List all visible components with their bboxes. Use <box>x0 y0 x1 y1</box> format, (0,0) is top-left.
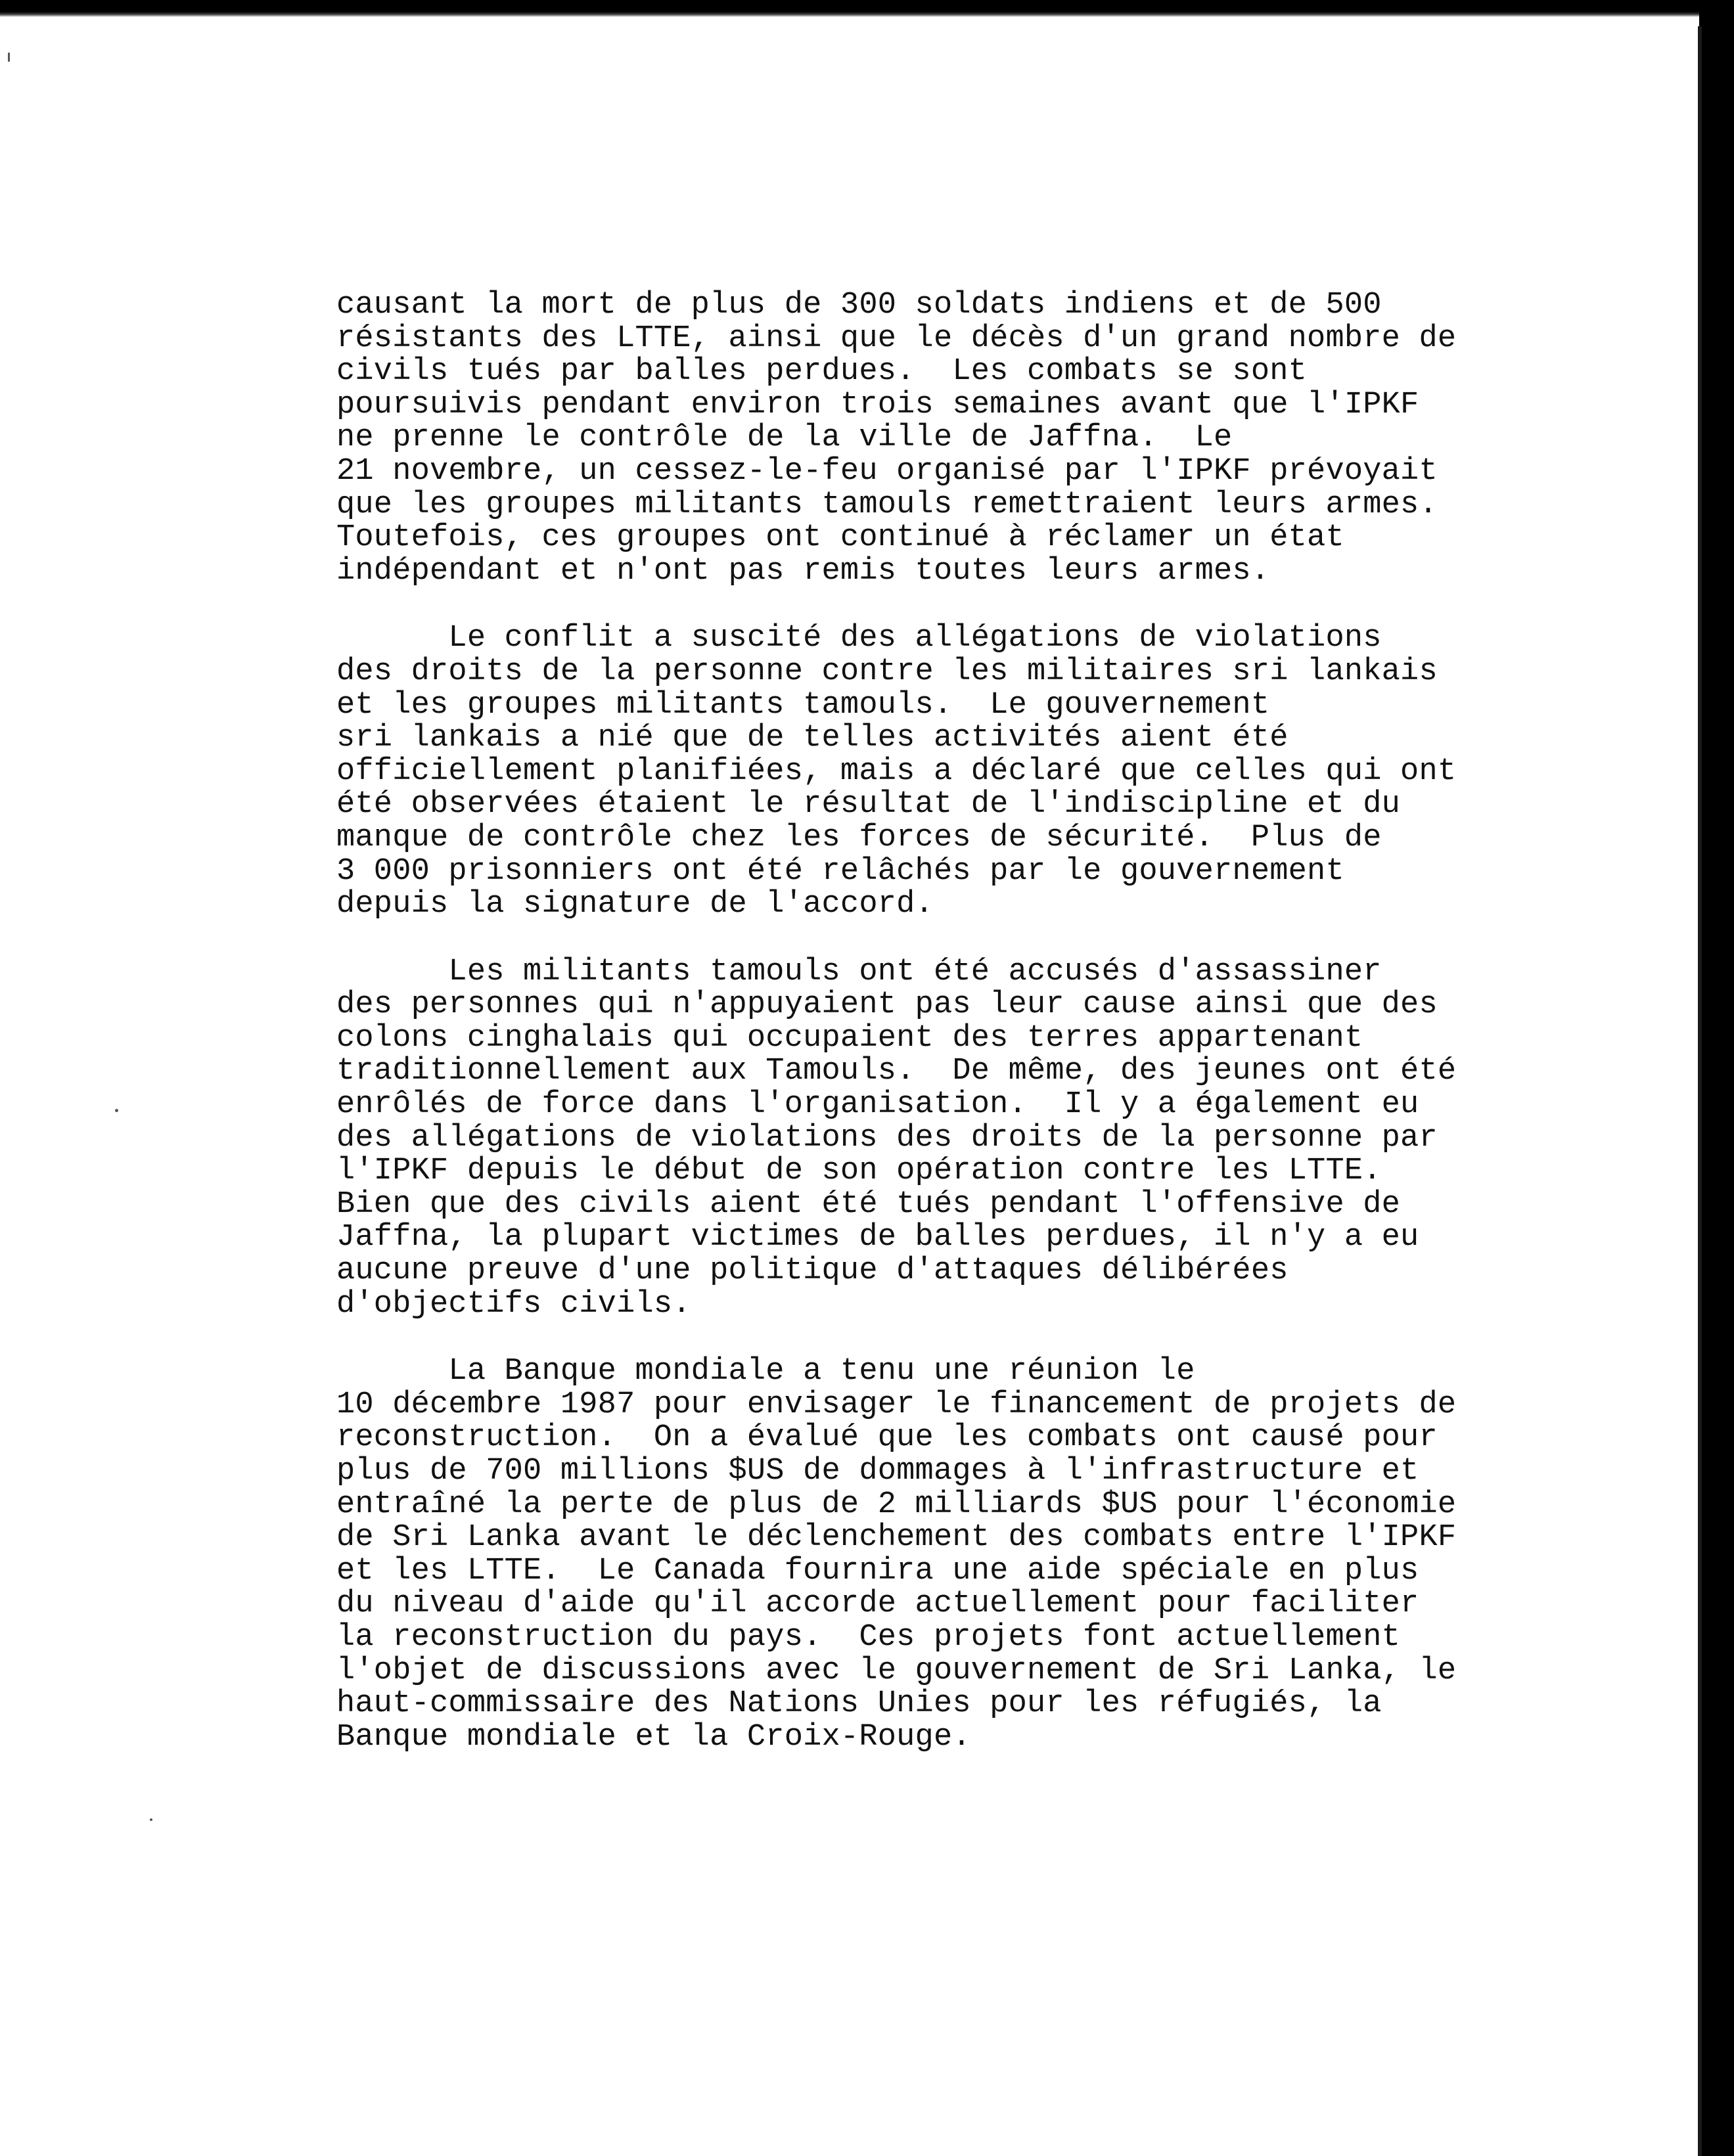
text-line: Les militants tamouls ont été accusés d'assassiner <box>336 954 1382 989</box>
text-line: des droits de la personne contre les militaires sri lankais <box>336 654 1438 689</box>
text-line: manque de contrôle chez les forces de sécurité. Plus de <box>336 820 1382 855</box>
text-line: Banque mondiale et la Croix-Rouge. <box>336 1719 971 1755</box>
paragraph-2 <box>336 622 1611 921</box>
text-line: depuis la signature de l'accord. <box>336 887 934 922</box>
scan-top-border <box>0 0 1734 17</box>
text-line: Le conflit a suscité des allégations de violations <box>336 621 1382 656</box>
text-line: et les LTTE. Le Canada fournira une aide spéciale en plus <box>336 1553 1419 1588</box>
text-line: sri lankais a nié que de telles activités aient été <box>336 721 1289 756</box>
text-line: la reconstruction du pays. Ces projets font actuellement <box>336 1619 1401 1655</box>
text-line: civils tués par balles perdues. Les combats se sont <box>336 354 1308 390</box>
text-line: du niveau d'aide qu'il accorde actuellement pour faciliter <box>336 1586 1419 1622</box>
text-line: causant la mort de plus de 300 soldats indiens et de 500 <box>336 288 1382 323</box>
scan-right-border <box>1699 0 1734 2156</box>
text-line: été observées étaient le résultat de l'indiscipline et du <box>336 787 1401 822</box>
text-line: traditionnellement aux Tamouls. De même, des jeunes ont été <box>336 1054 1457 1089</box>
scan-speck <box>150 1818 152 1821</box>
text-line: 3 000 prisonniers ont été relâchés par le gouvernement <box>336 853 1344 889</box>
text-line: d'objectifs civils. <box>336 1286 691 1322</box>
text-line: que les groupes militants tamouls remettraient leurs armes. <box>336 487 1438 522</box>
paragraph-3 <box>336 956 1611 1322</box>
text-line: ne prenne le contrôle de la ville de Jaffna. Le <box>336 420 1233 456</box>
text-line: 21 novembre, un cessez-le-feu organisé par l'IPKF prévoyait <box>336 453 1438 489</box>
text-line: des personnes qui n'appuyaient pas leur cause ainsi que des <box>336 987 1438 1023</box>
text-line: Bien que des civils aient été tués pendant l'offensive de <box>336 1186 1401 1222</box>
text-line: de Sri Lanka avant le déclenchement des combats entre l'IPKF <box>336 1520 1457 1556</box>
text-line: plus de 700 millions $US de dommages à l'infrastructure et <box>336 1454 1419 1489</box>
text-line: colons cinghalais qui occupaient des terres appartenant <box>336 1020 1363 1056</box>
text-line: entraîné la perte de plus de 2 milliards $US pour l'économie <box>336 1487 1457 1522</box>
scan-speck <box>115 1109 118 1112</box>
text-line: 10 décembre 1987 pour envisager le financement de projets de <box>336 1387 1457 1422</box>
paragraph-4 <box>336 1355 1611 1754</box>
text-line: l'IPKF depuis le début de son opération contre les LTTE. <box>336 1154 1382 1189</box>
document-body <box>336 289 1611 1788</box>
paragraph-1 <box>336 289 1611 588</box>
scan-right-shadow <box>1698 26 1702 2156</box>
text-line: Jaffna, la plupart victimes de balles perdues, il n'y a eu <box>336 1220 1419 1255</box>
text-line: et les groupes militants tamouls. Le gouvernement <box>336 687 1270 723</box>
text-line: des allégations de violations des droits de la personne par <box>336 1120 1438 1156</box>
text-line: officiellement planifiées, mais a déclaré que celles qui ont <box>336 753 1457 789</box>
text-line: aucune preuve d'une politique d'attaques délibérées <box>336 1253 1289 1289</box>
text-line: résistants des LTTE, ainsi que le décès d'un grand nombre de <box>336 321 1457 356</box>
scan-speck <box>8 53 10 62</box>
text-line: indépendant et n'ont pas remis toutes leurs armes. <box>336 553 1270 589</box>
text-line: haut-commissaire des Nations Unies pour les réfugiés, la <box>336 1686 1382 1722</box>
text-line: reconstruction. On a évalué que les combats ont causé pour <box>336 1420 1438 1456</box>
text-line: Toutefois, ces groupes ont continué à réclamer un état <box>336 520 1344 556</box>
text-line: La Banque mondiale a tenu une réunion le <box>336 1354 1195 1389</box>
text-line: poursuivis pendant environ trois semaines avant que l'IPKF <box>336 387 1419 422</box>
text-line: l'objet de discussions avec le gouvernement de Sri Lanka, le <box>336 1653 1457 1688</box>
text-line: enrôlés de force dans l'organisation. Il y a également eu <box>336 1087 1419 1123</box>
